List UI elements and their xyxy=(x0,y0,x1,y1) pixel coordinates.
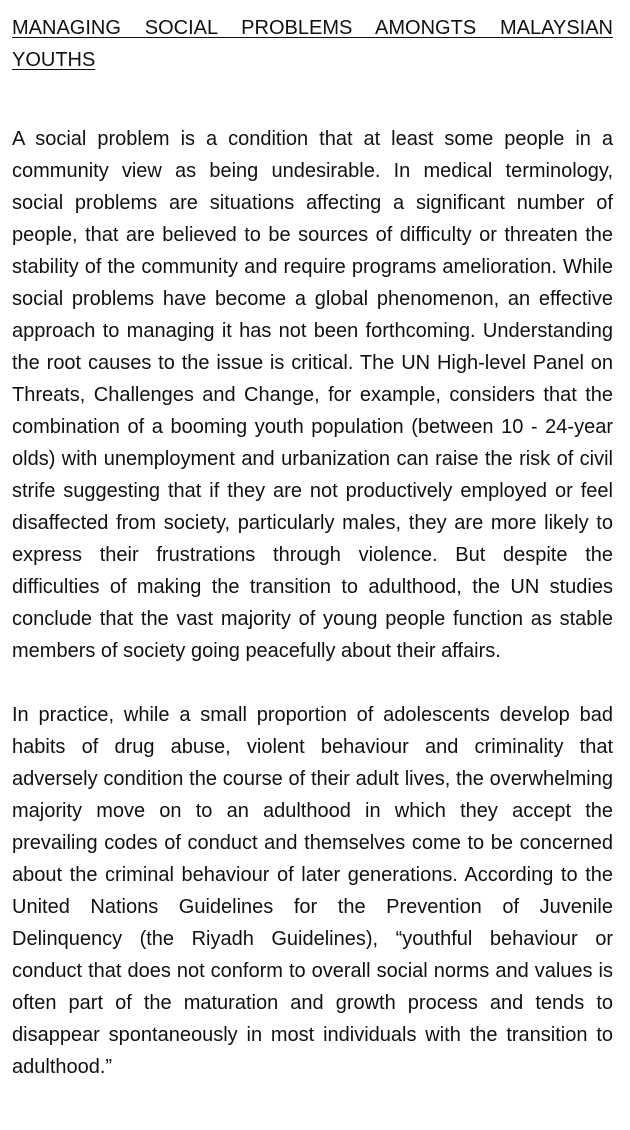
paragraph-1: A social problem is a condition that at least some people in a community view as being undesirable. In medical terminology, social problems are situations affecting a significant number of people, that are believed to be sources of difficulty or threaten the stability of the community and require programs amelioration. While social problems have become a global phenomenon, an effective approach to managing it has not been forthcoming. Understanding the root causes to the issue is critical. The UN High-level Panel on Threats, Challenges and Change, for example, considers that the combination of a booming youth population (between 10 - 24-year olds) with unemployment and urbanization can raise the risk of civil strife suggesting that if they are not productively employed or feel disaffected from society, particularly males, they are more likely to express their frustrations through violence. But despite the difficulties of making the transition to adulthood, the UN studies conclude that the vast majority of young people function as stable members of society going peacefully about their affairs. xyxy=(12,128,613,662)
document-title: MANAGING SOCIAL PROBLEMS AMONGTS MALAYSIAN YOUTHS xyxy=(12,17,613,71)
paragraph-2: In practice, while a small proportion of adolescents develop bad habits of drug abuse, violent behaviour and criminality that adversely condition the course of their adult lives, the overwhelming majority move on to an adulthood in which they accept the prevailing codes of conduct and themselves come to be concerned about the criminal behaviour of later generations. According to the United Nations Guidelines for the Prevention of Juvenile Delinquency (the Riyadh Guidelines), “youthful behaviour or conduct that does not conform to overall social norms and values is often part of the maturation and growth process and tends to disappear spontaneously in most individuals with the transition to adulthood.” xyxy=(12,704,613,1078)
